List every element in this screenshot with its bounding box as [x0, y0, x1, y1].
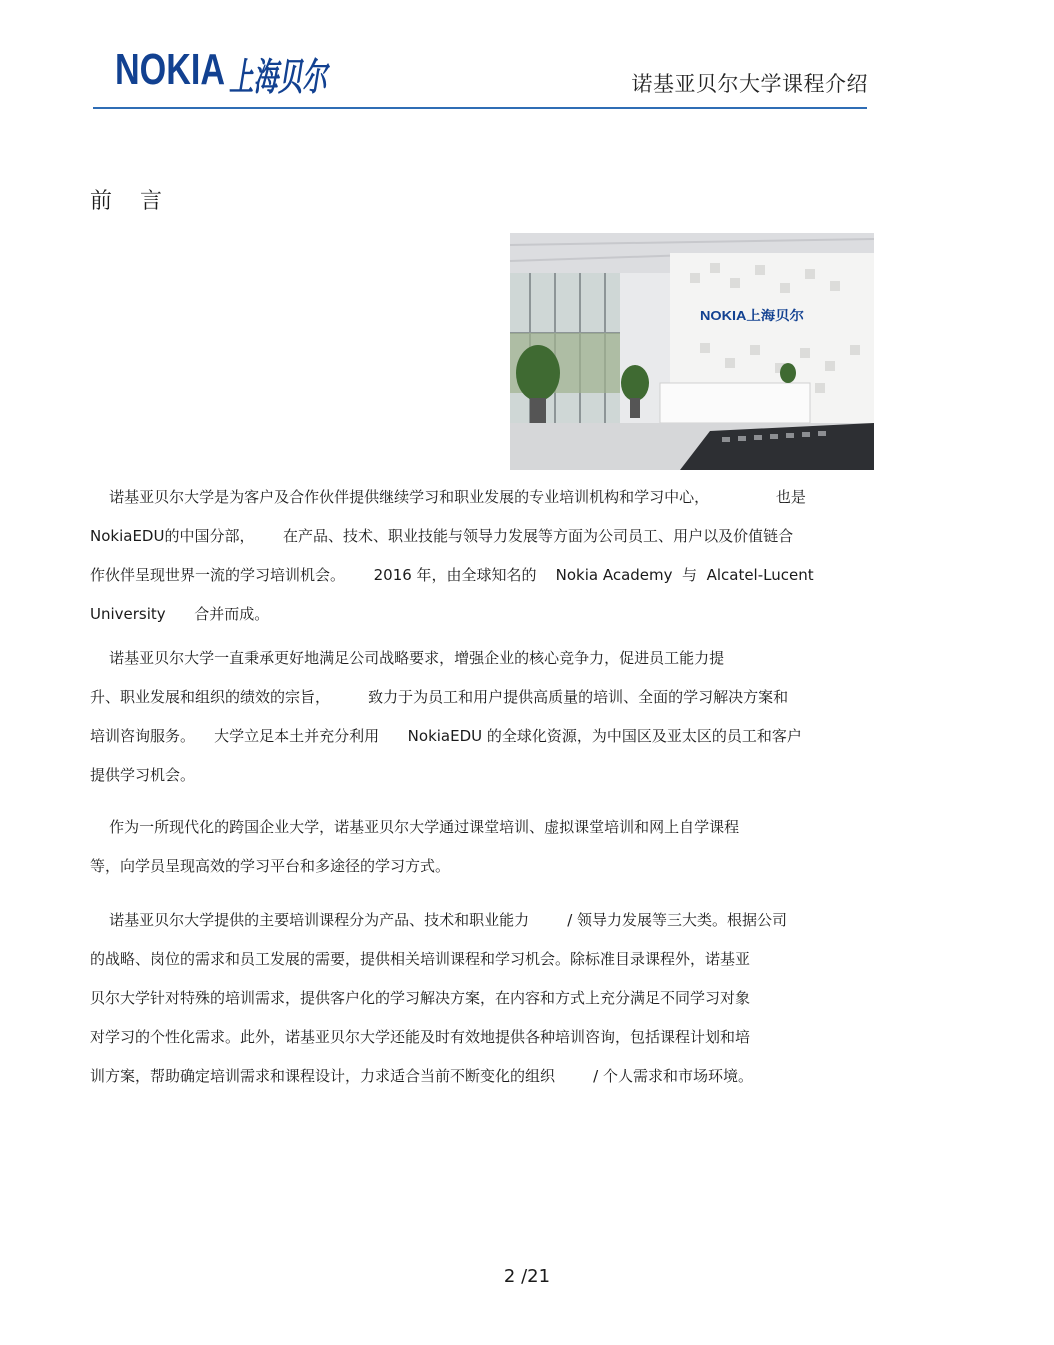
document-header-title: 诺基亚贝尔大学课程介绍 [631, 72, 868, 96]
paragraph-learning-modes [90, 808, 850, 886]
paragraph-line: 诺基亚贝尔大学是为客户及合作伙伴提供继续学习和职业发展的专业培训机构和学习中心， 也是 [90, 488, 806, 506]
paragraph-line: 诺基亚贝尔大学提供的主要培训课程分为产品、技术和职业能力 / 领导力发展等三大类。根据公司 [90, 911, 788, 929]
paragraph-line: NokiaEDU的中国分部， 在产品、技术、职业技能与领导力发展等方面为公司员工、用户以及价值链合 [90, 527, 794, 545]
nokia-shanghai-bell-logo [115, 38, 330, 108]
paragraph-line: 作为一所现代化的跨国企业大学，诺基亚贝尔大学通过课堂培训、虚拟课堂培训和网上自学课程 [90, 818, 740, 836]
paragraph-line: 升、职业发展和组织的绩效的宗旨， 致力于为员工和用户提供高质量的培训、全面的学习解决方案和 [90, 688, 789, 706]
section-title: 前言 [90, 189, 191, 214]
page-number: 2 /21 [503, 1266, 551, 1287]
paragraph-line: 训方案，帮助确定培训需求和课程设计，力求适合当前不断变化的组织 / 个人需求和市场环境。 [90, 1067, 753, 1085]
svg-text:上海贝尔: 上海贝尔 [229, 54, 331, 99]
paragraph-line: University 合并而成。 [90, 605, 270, 623]
paragraph-line: 作伙伴呈现世界一流的学习培训机会。 2016 年，由全球知名的 Nokia Academy 与 Alcatel-Lucent [90, 566, 814, 584]
paragraph-line: 诺基亚贝尔大学一直秉承更好地满足公司战略要求，增强企业的核心竞争力，促进员工能力提 [90, 649, 725, 667]
paragraph-course-categories [90, 901, 870, 1096]
paragraph-line: 等，向学员呈现高效的学习平台和多途径的学习方式。 [90, 857, 451, 875]
paragraph-line: 的战略、岗位的需求和员工发展的需要，提供相关培训课程和学习机会。除标准目录课程外，诺基亚 [90, 950, 751, 968]
svg-text:NOKIA上海贝尔: NOKIA上海贝尔 [700, 308, 804, 323]
paragraph-line: 培训咨询服务。 大学立足本土并充分利用 NokiaEDU 的全球化资源，为中国区及亚太区的员工和客户 [90, 727, 802, 745]
paragraph-intro [90, 478, 880, 634]
header-divider [93, 107, 867, 109]
paragraph-line: 提供学习机会。 [90, 766, 196, 784]
lobby-photo [510, 233, 874, 470]
paragraph-line: 对学习的个性化需求。此外，诺基亚贝尔大学还能及时有效地提供各种培训咨询，包括课程计划和培 [90, 1028, 751, 1046]
paragraph-line: 贝尔大学针对特殊的培训需求，提供客户化的学习解决方案，在内容和方式上充分满足不同学习对象 [90, 989, 751, 1007]
svg-text:NOKIA: NOKIA [115, 45, 225, 94]
paragraph-mission [90, 639, 850, 795]
